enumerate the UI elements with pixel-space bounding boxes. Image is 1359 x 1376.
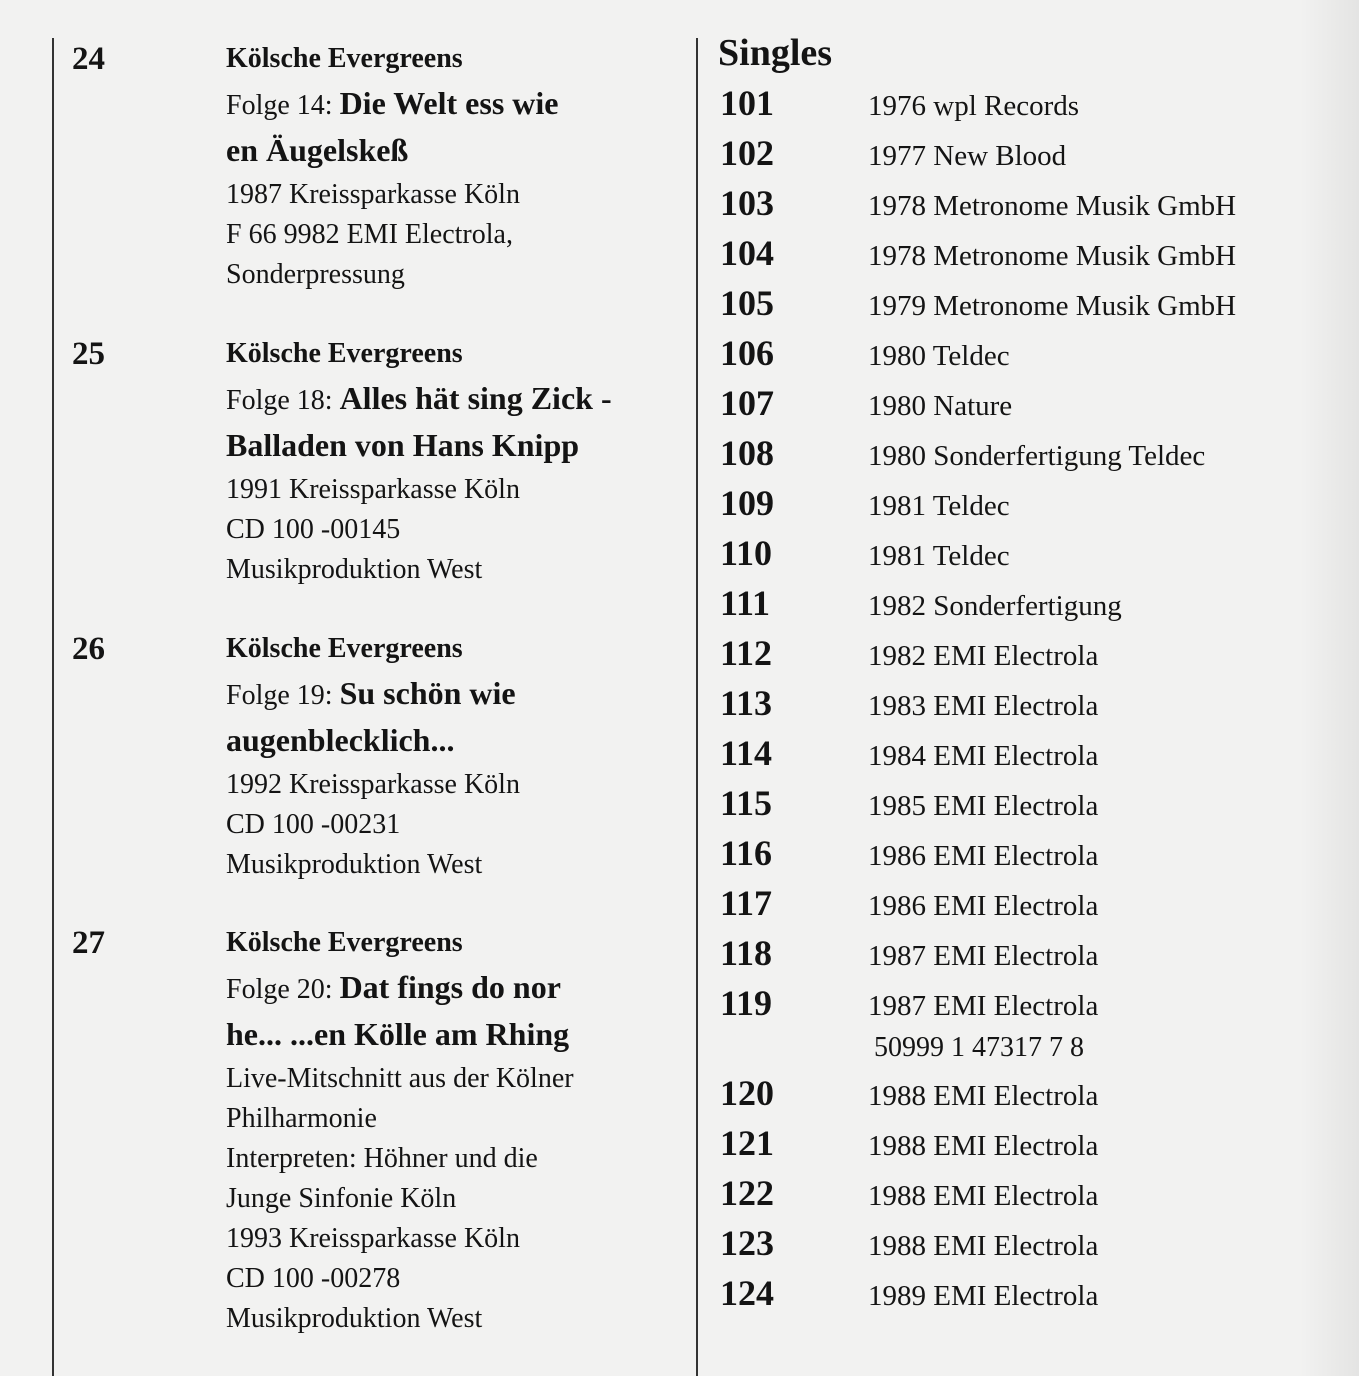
detail-line: 1991 Kreissparkasse Köln [226,474,520,505]
single-number: 114 [720,733,773,773]
single-info: 1981 Teldec [868,540,1010,572]
column-divider-rule [696,38,698,1376]
single-number: 106 [720,333,774,373]
folge-label: Folge 18: [226,385,333,416]
album-title-part: Dat fings do nor [339,969,561,1005]
album-title-line [226,423,696,470]
detail-line: Musikproduktion West [226,849,483,880]
album-title-line [226,376,696,423]
single-row [718,1068,1338,1118]
album-title-line [226,128,696,175]
single-row [718,1118,1338,1168]
folge-label: Folge 14: [226,90,333,121]
detail-line: CD 100 -00278 [226,1263,401,1294]
single-info: 1980 Teldec [868,340,1010,372]
album-title-part: Su schön wie [339,675,516,711]
folge-label: Folge 20: [226,974,333,1005]
entry-body [226,332,696,590]
single-info: 1986 EMI Electrola [868,840,1099,872]
single-number: 105 [720,283,774,323]
album-title-part: augenblecklich... [226,722,455,758]
single-number: 120 [720,1073,774,1113]
detail-line: Junge Sinfonie Köln [226,1183,457,1214]
single-info: 1980 Nature [868,390,1013,422]
single-info: 1985 EMI Electrola [868,790,1099,822]
single-row [718,728,1338,778]
single-number: 122 [720,1173,774,1213]
series-name: Kölsche Evergreens [226,43,463,74]
detail-line: F 66 9982 EMI Electrola, [226,219,513,250]
single-row [718,578,1338,628]
detail-line: 1992 Kreissparkasse Köln [226,769,520,800]
album-title-line [226,965,696,1012]
detail-line: Musikproduktion West [226,1303,483,1334]
single-info: 1978 Metronome Musik GmbH [868,190,1237,222]
album-title-part: en Äugelskeß [226,132,409,168]
single-info: 1978 Metronome Musik GmbH [868,240,1237,272]
single-row [718,528,1338,578]
entry-number: 27 [72,925,105,961]
single-number: 124 [720,1273,774,1313]
single-number: 118 [720,933,773,973]
single-row [718,978,1338,1068]
single-row [718,178,1338,228]
single-row [718,778,1338,828]
series-name: Kölsche Evergreens [226,338,463,369]
single-number: 108 [720,433,774,473]
single-number: 121 [720,1123,774,1163]
single-row [718,228,1338,278]
detail-line: Philharmonie [226,1103,377,1134]
detail-line: Interpreten: Höhner und die [226,1143,538,1174]
single-info: 1983 EMI Electrola [868,690,1099,722]
single-row [718,128,1338,178]
single-row [718,928,1338,978]
single-number: 116 [720,833,773,873]
single-info: 1979 Metronome Musik GmbH [868,290,1237,322]
single-row [718,678,1338,728]
album-title-line [226,718,696,765]
album-title-part: Die Welt ess wie [339,85,559,121]
detail-line: 1993 Kreissparkasse Köln [226,1223,520,1254]
single-info: 1988 EMI Electrola [868,1130,1099,1162]
detail-line: CD 100 -00231 [226,809,401,840]
single-row [718,78,1338,128]
single-info: 1989 EMI Electrola [868,1280,1099,1312]
single-info: 1981 Teldec [868,490,1010,522]
album-title-line [226,1012,696,1059]
single-row [718,878,1338,928]
entry-number: 25 [72,336,105,372]
single-info: 1982 EMI Electrola [868,640,1099,672]
album-title-line [226,81,696,128]
single-catalog-number: 50999 1 47317 7 8 [874,1032,1084,1063]
detail-line: Live-Mitschnitt aus der Kölner [226,1063,574,1094]
single-row [718,378,1338,428]
detail-line: Sonderpressung [226,259,405,290]
single-number: 101 [720,83,774,123]
entry-body [226,921,696,1339]
single-row [718,278,1338,328]
single-info: 1987 EMI Electrola [868,940,1099,972]
single-row [718,328,1338,378]
single-row [718,828,1338,878]
single-info: 1988 EMI Electrola [868,1230,1099,1262]
entry-number: 26 [72,631,105,667]
entry-number: 24 [72,41,105,77]
singles-section [718,28,1338,1318]
single-number: 111 [720,583,771,623]
single-number: 102 [720,133,774,173]
single-info: 1977 New Blood [868,140,1067,172]
folge-label: Folge 19: [226,680,333,711]
single-number: 115 [720,783,773,823]
album-title-part: Alles hät sing Zick - [339,380,612,416]
single-number: 103 [720,183,774,223]
single-info: 1980 Sonderfertigung Teldec [868,440,1206,472]
single-number: 110 [720,533,773,573]
album-title-part: Balladen von Hans Knipp [226,427,580,463]
album-title-line [226,671,696,718]
single-row [718,628,1338,678]
detail-line: 1987 Kreissparkasse Köln [226,179,520,210]
single-number: 112 [720,633,773,673]
entry-body [226,37,696,295]
album-title-part: he... ...en Kölle am Rhing [226,1016,570,1052]
detail-line: Musikproduktion West [226,554,483,585]
single-number: 109 [720,483,774,523]
entry-body [226,627,696,885]
single-info: 1982 Sonderfertigung [868,590,1122,622]
series-name: Kölsche Evergreens [226,927,463,958]
single-info: 1988 EMI Electrola [868,1080,1099,1112]
left-margin-rule [52,38,54,1376]
single-number: 119 [720,983,773,1023]
series-name: Kölsche Evergreens [226,633,463,664]
single-info: 1976 wpl Records [868,90,1080,122]
single-row [718,428,1338,478]
singles-heading: Singles [718,32,833,74]
single-number: 113 [720,683,773,723]
single-number: 104 [720,233,774,273]
single-info: 1988 EMI Electrola [868,1180,1099,1212]
single-row [718,478,1338,528]
single-info: 1984 EMI Electrola [868,740,1099,772]
single-info: 1986 EMI Electrola [868,890,1099,922]
single-row [718,1268,1338,1318]
detail-line: CD 100 -00145 [226,514,401,545]
single-number: 107 [720,383,774,423]
single-info: 1987 EMI Electrola [868,990,1099,1022]
single-number: 117 [720,883,773,923]
single-row [718,1218,1338,1268]
single-row [718,1168,1338,1218]
single-number: 123 [720,1223,774,1263]
